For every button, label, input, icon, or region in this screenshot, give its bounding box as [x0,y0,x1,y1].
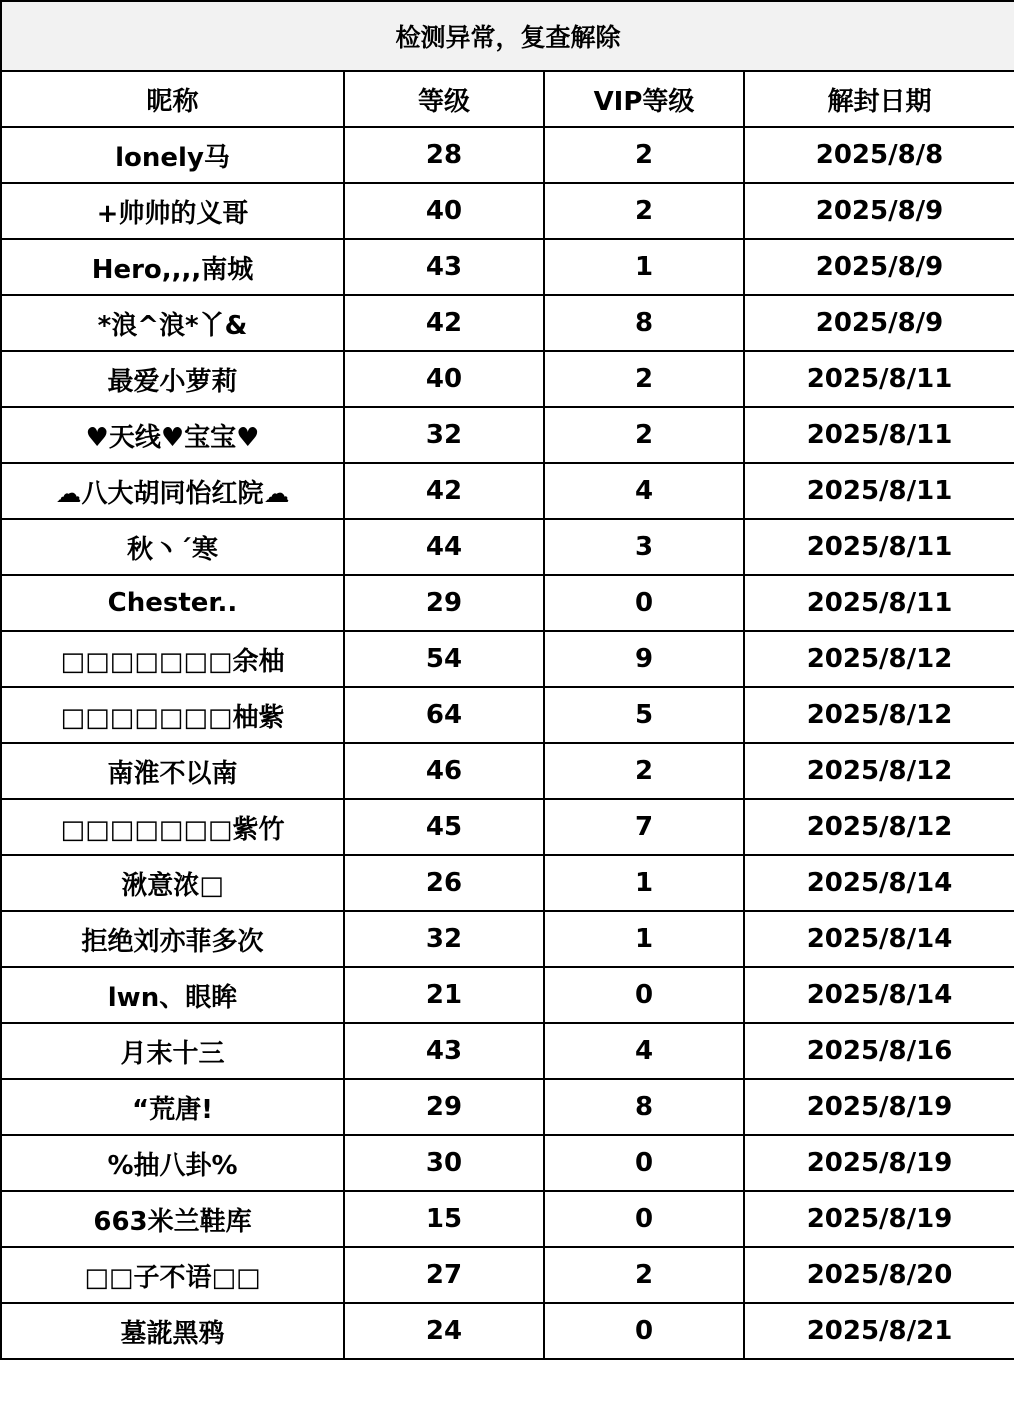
unban-date-cell: 2025/8/12 [744,687,1014,743]
level-cell: 43 [344,239,544,295]
table-row [1,855,1014,911]
vip-level-cell: 5 [544,687,744,743]
nickname-cell: □□□□□□□柚紫 [1,687,344,743]
table-row [1,687,1014,743]
vip-level-cell: 0 [544,1191,744,1247]
unban-date-cell: 2025/8/20 [744,1247,1014,1303]
unban-date-cell: 2025/8/19 [744,1135,1014,1191]
vip-level-cell: 2 [544,1247,744,1303]
level-cell: 32 [344,911,544,967]
level-cell: 42 [344,463,544,519]
table-row [1,127,1014,183]
vip-level-cell: 0 [544,1135,744,1191]
nickname-cell: 663米兰鞋库 [1,1191,344,1247]
unban-date-cell: 2025/8/9 [744,295,1014,351]
vip-level-cell: 2 [544,127,744,183]
level-cell: 46 [344,743,544,799]
level-cell: 30 [344,1135,544,1191]
level-cell: 32 [344,407,544,463]
nickname-cell: ♥天线♥宝宝♥ [1,407,344,463]
vip-level-cell: 2 [544,743,744,799]
unban-date-cell: 2025/8/11 [744,575,1014,631]
unban-date-cell: 2025/8/11 [744,407,1014,463]
level-cell: 28 [344,127,544,183]
table-row [1,1023,1014,1079]
nickname-cell: lwn、眼眸 [1,967,344,1023]
table-row [1,631,1014,687]
nickname-cell: +帅帅的义哥 [1,183,344,239]
table-row [1,1135,1014,1191]
table-row [1,1079,1014,1135]
unban-date-cell: 2025/8/19 [744,1079,1014,1135]
level-cell: 21 [344,967,544,1023]
table-row [1,183,1014,239]
column-header-level: 等级 [344,71,544,127]
table-row [1,967,1014,1023]
unban-date-cell: 2025/8/11 [744,463,1014,519]
nickname-cell: □□□□□□□余柚 [1,631,344,687]
vip-level-cell: 4 [544,1023,744,1079]
level-cell: 27 [344,1247,544,1303]
nickname-cell: □□□□□□□紫竹 [1,799,344,855]
vip-level-cell: 3 [544,519,744,575]
nickname-cell: lonely马 [1,127,344,183]
nickname-cell: 最爱小萝莉 [1,351,344,407]
level-cell: 44 [344,519,544,575]
nickname-cell: 湫意浓□ [1,855,344,911]
table-row [1,575,1014,631]
level-cell: 24 [344,1303,544,1359]
table-row [1,1247,1014,1303]
vip-level-cell: 4 [544,463,744,519]
unban-date-cell: 2025/8/12 [744,631,1014,687]
table-row [1,351,1014,407]
level-cell: 42 [344,295,544,351]
nickname-cell: ☁八大胡同怡红院☁ [1,463,344,519]
unban-date-cell: 2025/8/9 [744,183,1014,239]
unban-date-cell: 2025/8/14 [744,967,1014,1023]
header-row [1,71,1014,127]
unban-date-cell: 2025/8/12 [744,743,1014,799]
title-row [1,1,1014,71]
unban-date-cell: 2025/8/11 [744,519,1014,575]
level-cell: 15 [344,1191,544,1247]
vip-level-cell: 1 [544,239,744,295]
table-row [1,239,1014,295]
vip-level-cell: 2 [544,183,744,239]
nickname-cell: 南淮不以南 [1,743,344,799]
vip-level-cell: 7 [544,799,744,855]
unban-date-cell: 2025/8/12 [744,799,1014,855]
vip-level-cell: 2 [544,407,744,463]
level-cell: 40 [344,183,544,239]
nickname-cell: %抽八卦% [1,1135,344,1191]
table-row [1,743,1014,799]
level-cell: 29 [344,1079,544,1135]
unban-date-cell: 2025/8/19 [744,1191,1014,1247]
nickname-cell: “荒唐! [1,1079,344,1135]
column-header-nickname: 昵称 [1,71,344,127]
column-header-unban-date: 解封日期 [744,71,1014,127]
vip-level-cell: 2 [544,351,744,407]
table-row [1,463,1014,519]
vip-level-cell: 0 [544,1303,744,1359]
level-cell: 43 [344,1023,544,1079]
unban-date-cell: 2025/8/16 [744,1023,1014,1079]
unban-date-cell: 2025/8/14 [744,855,1014,911]
unban-date-cell: 2025/8/8 [744,127,1014,183]
table-row [1,799,1014,855]
level-cell: 26 [344,855,544,911]
nickname-cell: Hero,,,,南城 [1,239,344,295]
column-header-vip-level: VIP等级 [544,71,744,127]
level-cell: 45 [344,799,544,855]
table-row [1,1303,1014,1359]
vip-level-cell: 8 [544,1079,744,1135]
vip-level-cell: 1 [544,855,744,911]
nickname-cell: 拒绝刘亦菲多次 [1,911,344,967]
vip-level-cell: 8 [544,295,744,351]
table-row [1,295,1014,351]
table-row [1,519,1014,575]
table-row [1,407,1014,463]
vip-level-cell: 9 [544,631,744,687]
nickname-cell: 墓誮黑鸦 [1,1303,344,1359]
level-cell: 64 [344,687,544,743]
nickname-cell: □□子不语□□ [1,1247,344,1303]
unban-date-cell: 2025/8/14 [744,911,1014,967]
nickname-cell: Chester.. [1,575,344,631]
vip-level-cell: 0 [544,967,744,1023]
level-cell: 54 [344,631,544,687]
vip-level-cell: 1 [544,911,744,967]
nickname-cell: *浪^浪*丫& [1,295,344,351]
nickname-cell: 秋丶ˊ寒 [1,519,344,575]
level-cell: 29 [344,575,544,631]
table-title: 检测异常，复查解除 [1,1,1014,71]
table-row [1,1191,1014,1247]
nickname-cell: 月末十三 [1,1023,344,1079]
table-row [1,911,1014,967]
unban-date-cell: 2025/8/9 [744,239,1014,295]
unban-date-cell: 2025/8/21 [744,1303,1014,1359]
level-cell: 40 [344,351,544,407]
unban-date-cell: 2025/8/11 [744,351,1014,407]
vip-level-cell: 0 [544,575,744,631]
